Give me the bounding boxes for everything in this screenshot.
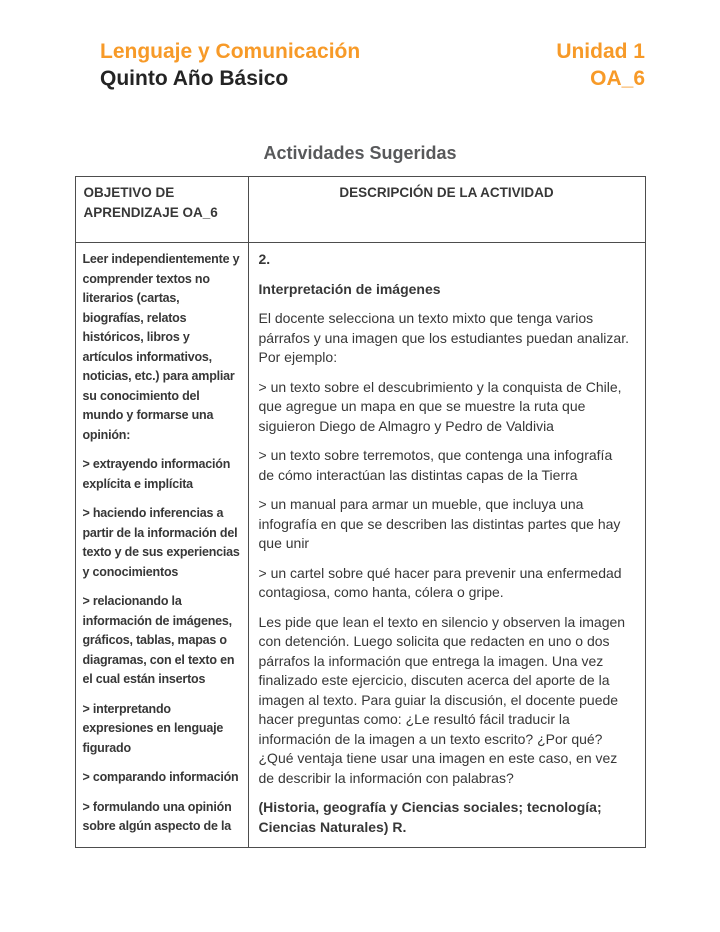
header-right-block (556, 38, 645, 92)
objective-cell (75, 243, 248, 848)
unit-label: Unidad 1 (556, 40, 645, 63)
subject-title: Lenguaje y Comunicación (100, 40, 361, 63)
objective-bullet: > interpretando expresiones en lenguaje figurado (82, 701, 224, 755)
objective-intro: Leer independientemente y comprender textos no literarios (cartas, biografías, relatos históricos, libros y artículos informativos, noticias, etc.) para ampliar su conocimiento del mundo y formarse una opinión: (82, 252, 240, 442)
objective-bullet: > formulando una opinión sobre algún aspecto de la (82, 799, 232, 833)
activity-paragraph-list (259, 309, 631, 837)
activity-paragraph: El docente selecciona un texto mixto que tenga varios párrafos y una imagen que los estudiantes puedan analizar. Por ejemplo: (258, 310, 629, 365)
objective-bullet-list (83, 455, 243, 837)
activity-paragraph: (Historia, geografía y Ciencias sociales; tecnología; Ciencias Naturales) R. (258, 799, 602, 835)
table-body-row (75, 243, 645, 848)
objective-bullet: > extrayendo información explícita e implícita (82, 457, 231, 491)
objective-column-header: OBJETIVO DE APRENDIZAJE OA_6 (75, 177, 248, 243)
activity-paragraph: > un texto sobre terremotos, que contenga una infografía de cómo interactúan las distintas capas de la Tierra (258, 447, 613, 483)
description-column-header: DESCRIPCIÓN DE LA ACTIVIDAD (248, 177, 645, 243)
doc-header (0, 0, 720, 92)
grade-title: Quinto Año Básico (100, 67, 289, 90)
objective-bullet: > comparando información (82, 770, 239, 784)
activity-title: Interpretación de imágenes (258, 280, 441, 297)
activity-number: 2. (258, 251, 271, 267)
objective-bullet: > relacionando la información de imágenes, gráficos, tablas, mapas o diagramas, con el texto en el cual están insertos (82, 594, 235, 686)
activity-paragraph: > un manual para armar un mueble, que incluya una infografía en que se describen las distintas partes que hay que unir (258, 496, 621, 551)
page-title: Actividades Sugeridas (263, 143, 457, 163)
description-cell (248, 243, 645, 848)
activities-table (75, 176, 646, 848)
activity-paragraph: Les pide que lean el texto en silencio y observen la imagen con detención. Luego solicita que redacten en uno o dos párrafos la información que entrega la imagen. Una vez finalizado este ejercicio, discuten acerca del aporte de la imagen al texto. Para guiar la discusión, el docente puede hacer preguntas como: ¿Le resultó fácil traducir la información de la imagen a un texto escrito? ¿Por qué? ¿Qué ventaja tiene usar una imagen en este caso, en vez de describir la información con palabras? (258, 613, 626, 786)
table-header-row (75, 177, 645, 243)
objective-bullet: > haciendo inferencias a partir de la información del texto y de sus experiencias y conocimientos (82, 506, 240, 579)
activity-paragraph: > un cartel sobre qué hacer para prevenir una enfermedad contagiosa, como hanta, cólera o gripe. (258, 564, 622, 600)
header-left-block (100, 38, 360, 92)
activity-paragraph: > un texto sobre el descubrimiento y la conquista de Chile, que agregue un mapa en que se muestre la ruta que siguieron Diego de Almagro y Pedro de Valdivia (258, 378, 622, 434)
oa-code-label: OA_6 (590, 67, 645, 90)
